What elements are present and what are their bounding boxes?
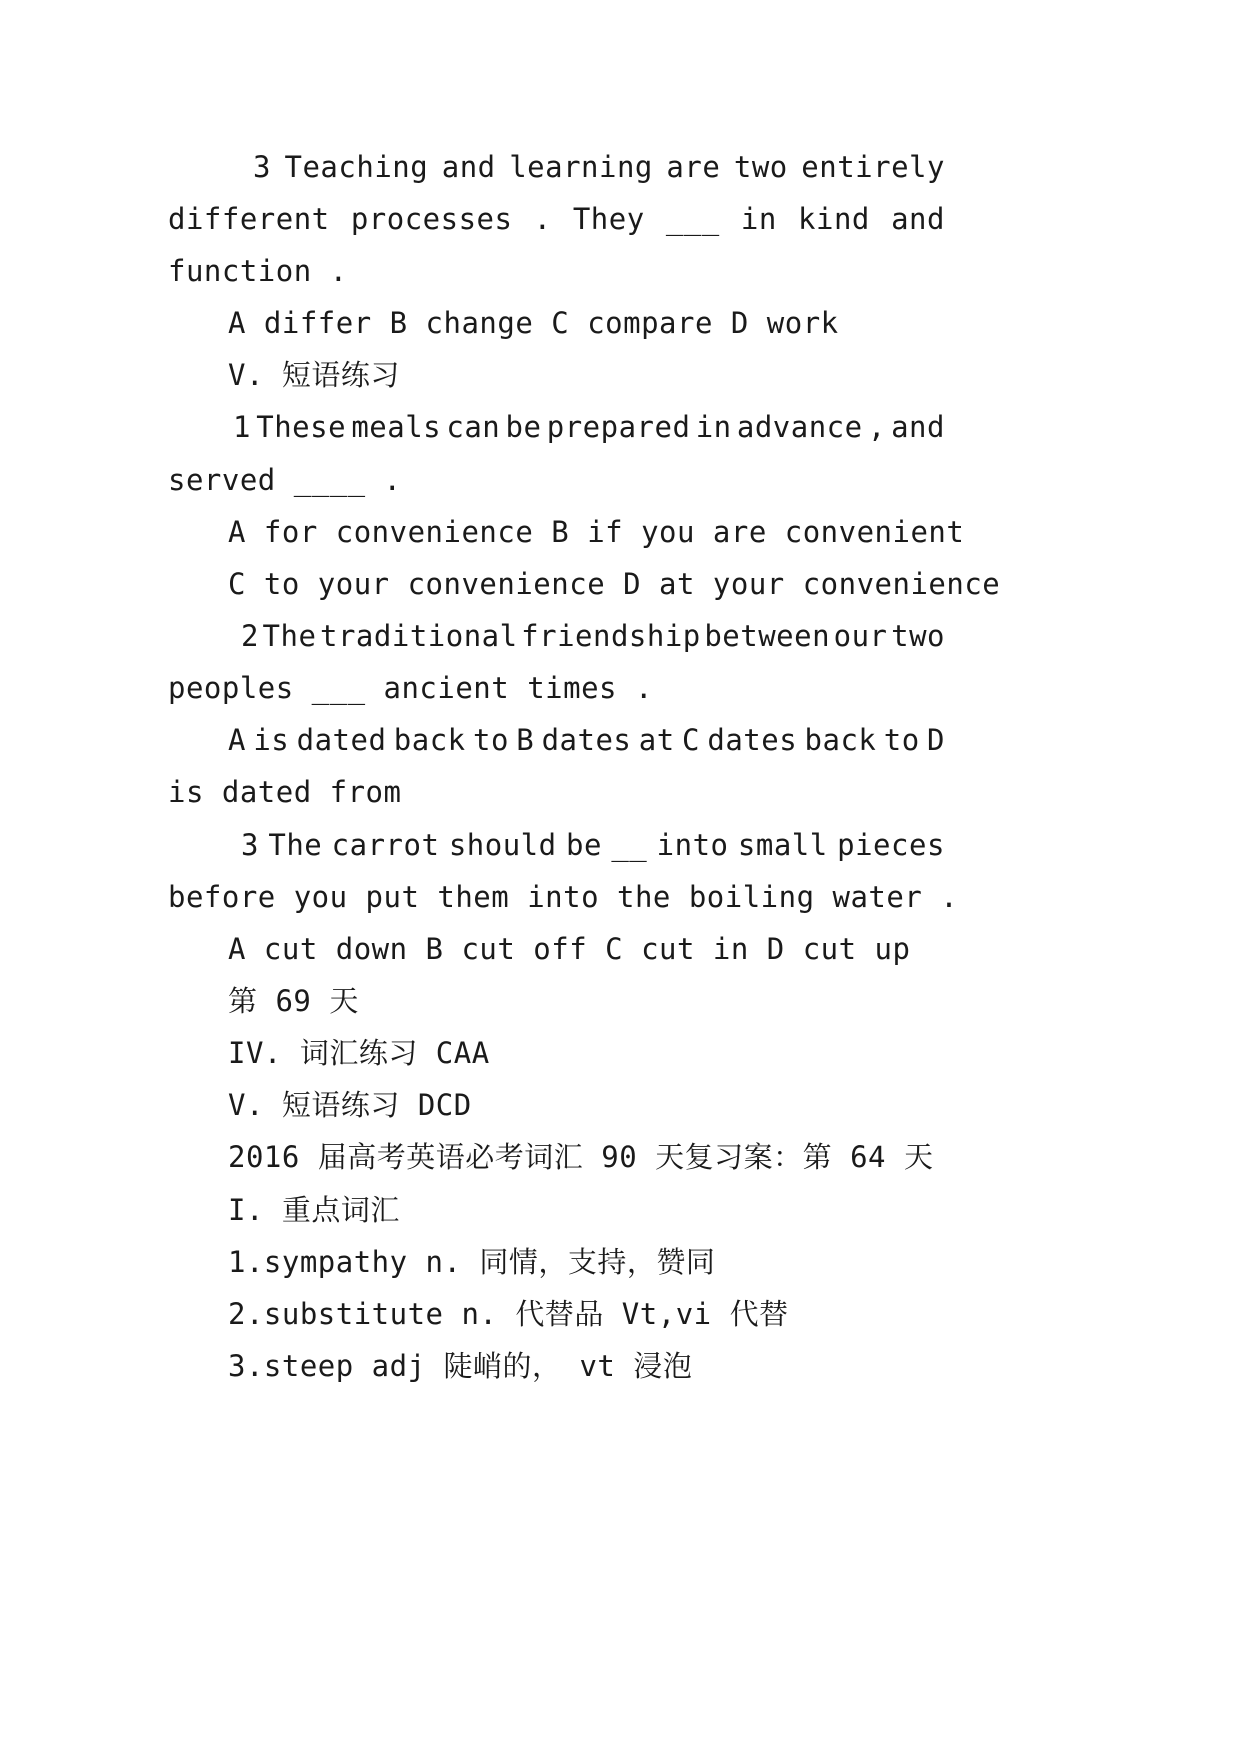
word: They — [572, 202, 645, 236]
word: and — [441, 150, 496, 184]
word: can — [446, 410, 501, 444]
word: meals — [351, 410, 442, 444]
word: different — [168, 202, 330, 236]
word: be — [505, 410, 542, 444]
word: , — [867, 410, 886, 444]
v-q1-line2: served ____ . — [168, 463, 402, 497]
word: learning — [509, 150, 653, 184]
word: two — [891, 619, 945, 653]
day64-title: 2016 届高考英语必考词汇 90 天复习案：第 64 天 — [228, 1140, 934, 1174]
word: A — [228, 723, 246, 757]
v-q1-options1: A for convenience B if you are convenient — [228, 515, 965, 549]
word: back — [393, 723, 466, 757]
word: dates — [541, 723, 632, 757]
word: be — [566, 828, 602, 862]
word: kind — [798, 202, 870, 236]
word: to — [472, 723, 509, 757]
word: These — [256, 410, 347, 444]
word: friendship — [521, 619, 701, 653]
v-q1-line1 — [233, 410, 945, 444]
word: in — [695, 410, 732, 444]
word: to — [883, 723, 920, 757]
word: pieces — [837, 828, 945, 862]
v-q3-options: A cut down B cut off C cut in D cut up — [228, 932, 911, 966]
v-q1-options2: C to your convenience D at your convenience — [228, 567, 1001, 601]
section-v-heading: V. 短语练习 — [228, 358, 400, 392]
q3-vocab-line2 — [168, 202, 945, 236]
word: into — [656, 828, 729, 862]
word: and — [891, 202, 945, 236]
blank: ___ — [665, 202, 720, 236]
word: two — [733, 150, 788, 184]
q3-vocab-options: A differ B change C compare D work — [228, 306, 839, 340]
word: Teaching — [284, 150, 429, 184]
word: 3 — [253, 150, 271, 184]
day64-section-i: I. 重点词汇 — [228, 1193, 400, 1227]
word: in — [740, 202, 777, 236]
answers-section-iv: IV. 词汇练习 CAA — [228, 1036, 490, 1070]
word: 1 — [233, 410, 251, 444]
word: The — [262, 619, 317, 653]
word: our — [833, 619, 888, 653]
word: advance — [736, 410, 863, 444]
v-q2-options1 — [228, 723, 945, 757]
word: small — [737, 828, 828, 862]
word: prepared — [546, 410, 691, 444]
word: at — [638, 723, 675, 757]
word: dated — [296, 723, 387, 757]
word: The — [268, 828, 323, 862]
word: back — [804, 723, 877, 757]
word: traditional — [320, 619, 518, 653]
v-q3-line1 — [241, 828, 945, 862]
word: entirely — [801, 150, 945, 184]
v-q2-line1 — [241, 619, 945, 653]
answers-section-v: V. 短语练习 DCD — [228, 1088, 472, 1122]
v-q2-line2: peoples ___ ancient times . — [168, 671, 653, 705]
word: dates — [707, 723, 798, 757]
vocab-item: 3.steep adj 陡峭的， vt 浸泡 — [228, 1349, 693, 1383]
v-q3-line2: before you put them into the boiling water . — [168, 880, 959, 914]
word: are — [666, 150, 721, 184]
word: is — [253, 723, 290, 757]
vocab-item: 2.substitute n. 代替品 Vt,vi 代替 — [228, 1297, 789, 1331]
word: B — [516, 723, 535, 757]
word: 3 — [241, 828, 259, 862]
word: should — [448, 828, 557, 862]
v-q2-options2: is dated from — [168, 775, 402, 809]
word: between — [704, 619, 831, 653]
answers-day-heading: 第 69 天 — [228, 984, 359, 1018]
word: and — [891, 410, 945, 444]
blank: __ — [611, 828, 648, 862]
word: processes — [350, 202, 513, 236]
word: . — [533, 202, 552, 236]
q3-vocab-line1 — [253, 150, 945, 184]
vocab-item: 1.sympathy n. 同情，支持，赞同 — [228, 1245, 716, 1279]
word: D — [927, 723, 945, 757]
word: C — [682, 723, 701, 757]
word: 2 — [241, 619, 259, 653]
word: carrot — [331, 828, 440, 862]
q3-vocab-line3: function . — [168, 254, 348, 288]
